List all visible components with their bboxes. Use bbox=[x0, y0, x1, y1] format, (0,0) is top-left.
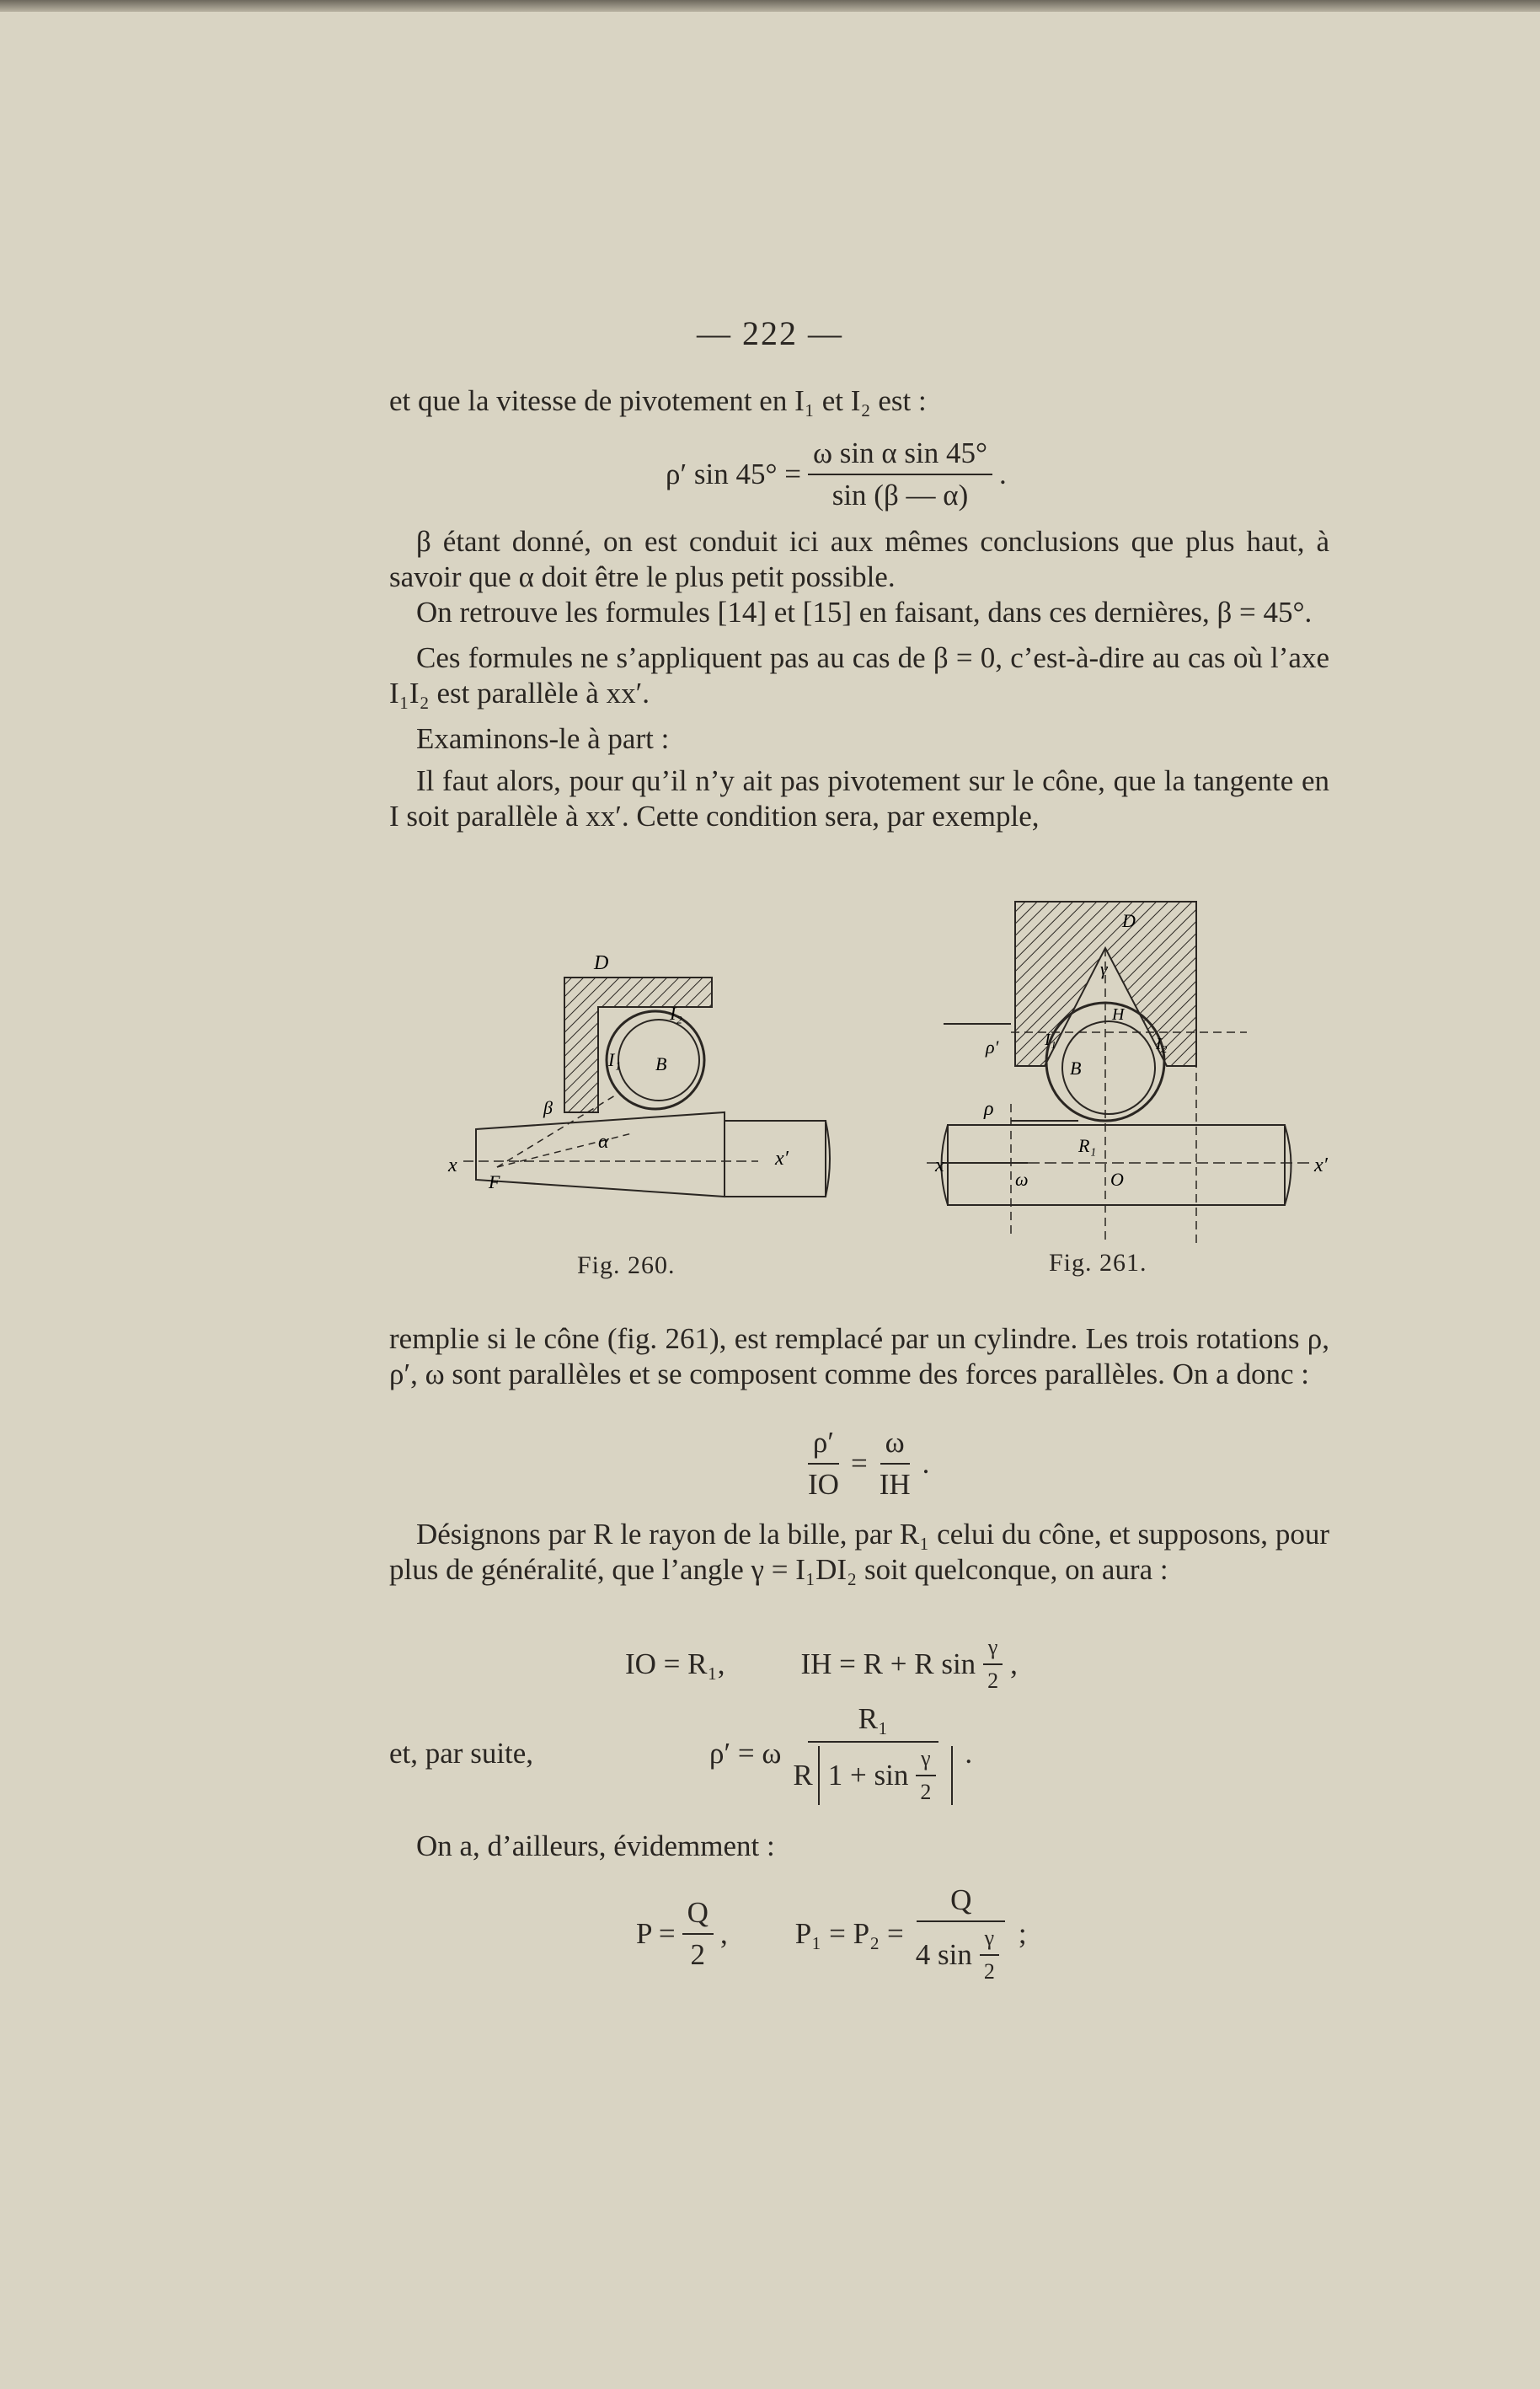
eq4-den-num: γ bbox=[916, 1746, 936, 1776]
eq4-den-lhs: R bbox=[793, 1759, 813, 1792]
fig260-label-alpha: α bbox=[598, 1131, 609, 1153]
fig261-label-D: D bbox=[1122, 910, 1136, 931]
eq3-b-den: 2 bbox=[987, 1669, 999, 1693]
eq4-den-fraction bbox=[915, 1746, 936, 1805]
eq2-end: . bbox=[922, 1447, 930, 1480]
text-block-top bbox=[389, 383, 1329, 419]
figure-260-caption: Fig. 260. bbox=[577, 1251, 676, 1279]
fig261-label-omega: ω bbox=[1015, 1169, 1029, 1190]
eq5-end: ; bbox=[1018, 1917, 1027, 1950]
fig260-alpha-line bbox=[497, 1133, 632, 1167]
fig261-label-I2: I₂ bbox=[1156, 1035, 1168, 1053]
equation-rho-prime bbox=[389, 1702, 972, 1805]
eq4-fraction bbox=[788, 1702, 958, 1805]
eq4-prefix: et, par suite, bbox=[389, 1737, 534, 1770]
fig261-label-x: x bbox=[935, 1154, 944, 1176]
eq2-num1: ρ′ bbox=[808, 1426, 839, 1465]
fig261-label-R1: R₁ bbox=[1078, 1135, 1097, 1156]
fig261-label-rho: ρ bbox=[984, 1098, 994, 1120]
fig261-label-I1: I₁ bbox=[1045, 1031, 1056, 1049]
eq4-den-inner: 1 + sin bbox=[827, 1759, 909, 1792]
fig261-label-B: B bbox=[1070, 1058, 1082, 1079]
fig260-label-D: D bbox=[594, 952, 609, 974]
equation-ratio bbox=[796, 1426, 929, 1502]
page-top-edge bbox=[0, 0, 1540, 12]
page-number: — 222 — bbox=[697, 314, 843, 352]
text-block-radius bbox=[389, 1517, 1329, 1588]
fig261-label-xprime: x′ bbox=[1314, 1154, 1328, 1176]
fig261-label-gamma: γ bbox=[1100, 958, 1108, 979]
eq2-fraction-left bbox=[803, 1426, 844, 1502]
eq5-p12-den-num: γ bbox=[980, 1926, 1000, 1956]
fig260-label-xprime: x′ bbox=[775, 1148, 789, 1170]
eq4-num: R₁ bbox=[808, 1702, 939, 1743]
equation-distances bbox=[625, 1635, 1018, 1694]
eq5-p-end: , bbox=[719, 1917, 728, 1950]
eq1-numerator: ω sin α sin 45° bbox=[808, 437, 992, 475]
figure-260-drawing bbox=[438, 944, 859, 1230]
paragraph-4: Examinons-le à part : bbox=[416, 722, 670, 755]
eq3-b-fraction bbox=[982, 1635, 1003, 1694]
equation-forces bbox=[636, 1883, 1027, 1985]
eq5-p12-num: Q bbox=[917, 1883, 1005, 1922]
paragraph-3: Ces formules ne s’appliquent pas au cas de β = 0, c’est-à-dire au cas où l’axe I₁I₂ est parallèle à xx′. bbox=[389, 641, 1329, 710]
eq2-den1: IO bbox=[808, 1468, 839, 1501]
text-block-lower bbox=[389, 1321, 1329, 1392]
eq5-p12-den-den: 2 bbox=[983, 1959, 995, 1984]
fig261-label-H: H bbox=[1112, 1005, 1125, 1024]
eq5-p12-den-lhs: 4 sin bbox=[915, 1938, 972, 1971]
paragraph-2: On retrouve les formules [14] et [15] en faisant, dans ces dernières, β = 45°. bbox=[416, 596, 1313, 629]
eq4-lhs: ρ′ = ω bbox=[709, 1737, 782, 1770]
figure-260 bbox=[438, 944, 859, 1230]
eq5-p12-lhs: P₁ = P₂ = bbox=[794, 1917, 904, 1950]
paragraph-7: Désignons par R le rayon de la bille, par R₁ celui du cône, et supposons, pour plus de généralité, que l’angle γ = I₁DI₂ soit quelconque, on aura : bbox=[389, 1518, 1329, 1586]
eq1-end: . bbox=[999, 458, 1007, 490]
eq3-b-num: γ bbox=[983, 1635, 1003, 1665]
paragraph-8: On a, d’ailleurs, évidemment : bbox=[416, 1829, 775, 1862]
fig260-label-F: F bbox=[489, 1171, 500, 1192]
eq2-equals: = bbox=[850, 1447, 868, 1480]
eq5-p12-fraction bbox=[911, 1883, 1012, 1985]
eq4-end: . bbox=[965, 1737, 973, 1770]
eq3-a: IO = R₁, bbox=[625, 1647, 725, 1680]
eq2-den2: IH bbox=[879, 1468, 911, 1501]
eq5-p12-den-fraction bbox=[979, 1926, 1000, 1985]
fig261-label-rho-prime: ρ′ bbox=[986, 1036, 999, 1058]
text-block-middle bbox=[389, 524, 1329, 834]
figure-261 bbox=[910, 897, 1348, 1251]
eq1-denominator: sin (β — α) bbox=[831, 479, 969, 512]
paragraph-5: Il faut alors, pour qu’il n’y ait pas pivotement sur le cône, que la tangente en I soit parallèle à xx′. Cette condition sera, par exemple, bbox=[389, 764, 1329, 833]
eq5-p12-den bbox=[911, 1922, 1012, 1985]
eq4-den bbox=[788, 1743, 958, 1805]
fig261-label-O: O bbox=[1110, 1169, 1124, 1190]
fig260-label-I1: I₁ bbox=[608, 1049, 621, 1070]
equation-pivot-speed bbox=[666, 437, 1007, 512]
eq2-num2: ω bbox=[880, 1426, 910, 1465]
intro-line: et que la vitesse de pivotement en I₁ et I₂ est : bbox=[389, 384, 927, 417]
fig260-label-B: B bbox=[655, 1053, 667, 1074]
fig260-cone bbox=[476, 1112, 725, 1197]
eq4-den-den: 2 bbox=[920, 1780, 932, 1804]
eq5-p-fraction bbox=[682, 1896, 714, 1972]
paragraph-6: remplie si le cône (fig. 261), est remplacé par un cylindre. Les trois rotations ρ, ρ′, ω sont parallèles et se composent comme des forces parallèles. On a donc : bbox=[389, 1322, 1329, 1390]
figure-261-caption: Fig. 261. bbox=[1049, 1249, 1147, 1277]
eq1-lhs: ρ′ sin 45° = bbox=[666, 458, 801, 490]
eq5-p-den: 2 bbox=[690, 1938, 706, 1971]
text-block-final bbox=[389, 1829, 1329, 1864]
eq3-b-end: , bbox=[1010, 1647, 1018, 1680]
eq4-bracket bbox=[818, 1746, 954, 1805]
figure-261-drawing bbox=[910, 897, 1348, 1251]
eq5-p-num: Q bbox=[682, 1896, 714, 1935]
eq5-p-lhs: P = bbox=[636, 1917, 676, 1950]
fig260-label-I2: I₂ bbox=[670, 1003, 682, 1024]
fig260-label-beta: β bbox=[543, 1097, 553, 1118]
eq2-fraction-right bbox=[874, 1426, 916, 1502]
fig261-cylinder-right-end bbox=[1285, 1125, 1291, 1205]
fig260-support bbox=[564, 978, 712, 1112]
fig261-cylinder bbox=[948, 1125, 1285, 1205]
eq3-b-lhs: IH = R + R sin bbox=[800, 1647, 976, 1680]
fig260-label-x: x bbox=[448, 1154, 457, 1176]
paragraph-1: β étant donné, on est conduit ici aux mêmes conclusions que plus haut, à savoir que α doit être le plus petit possible. bbox=[389, 525, 1329, 593]
fig261-housing bbox=[1015, 902, 1196, 1066]
eq1-fraction bbox=[808, 437, 992, 512]
